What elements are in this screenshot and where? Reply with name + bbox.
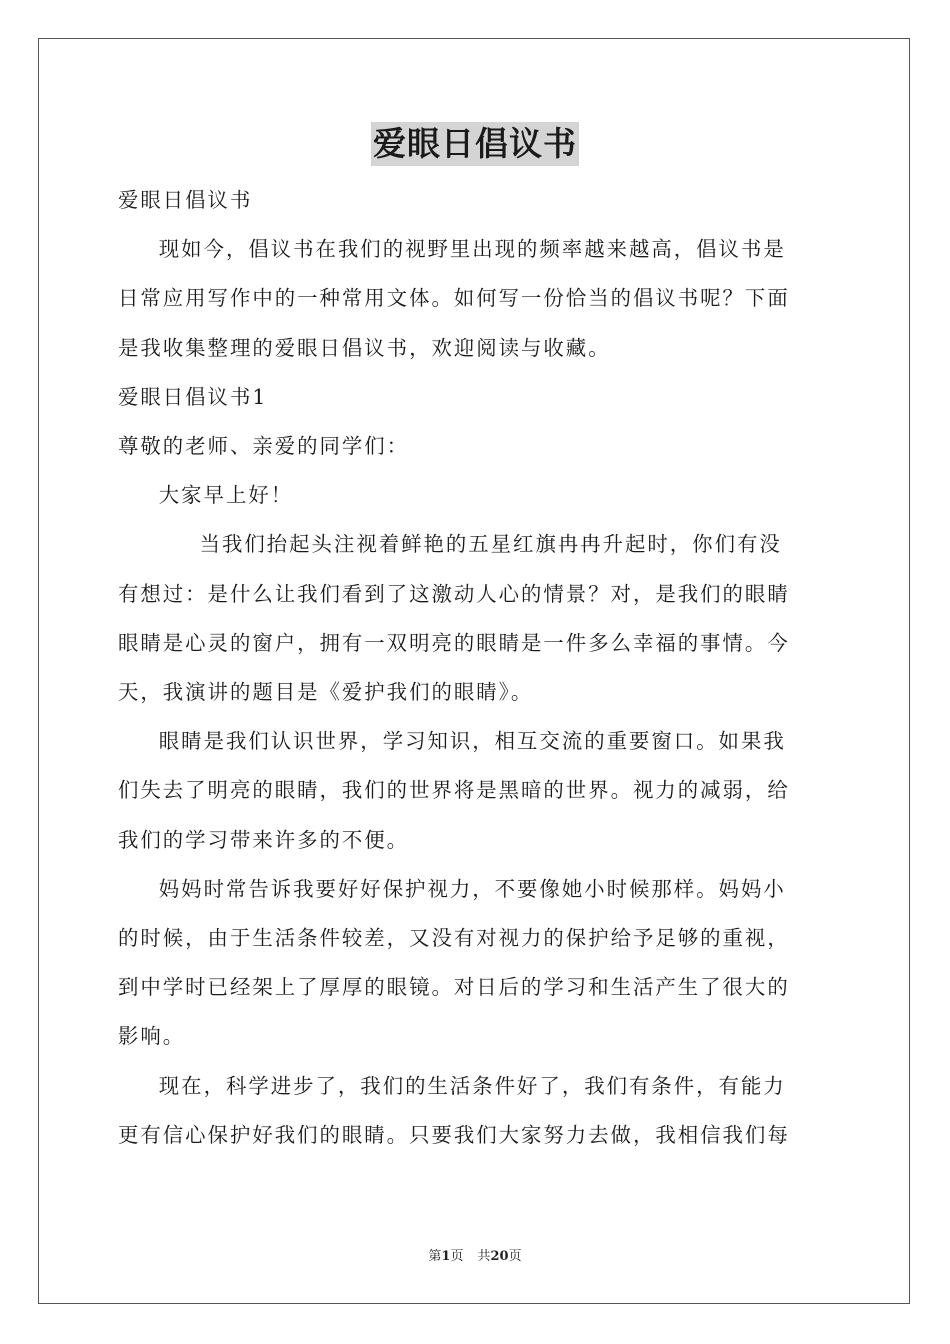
total-prefix: 共 [477,1249,491,1264]
page-prefix: 第 [428,1249,442,1264]
paragraph-2 [118,717,834,766]
paragraph-line: 眼睛是我们认识世界，学习知识，相互交流的重要窗口。如果我 [158,729,786,754]
paragraph-1-cont [118,570,834,718]
intro-paragraph [118,225,834,274]
intro-paragraph-cont [118,274,834,372]
page-footer [0,1247,950,1267]
paragraph-line: 更有信心保护好我们的眼睛。只要我们大家努力去做，我相信我们每 [118,1122,790,1147]
salutation: 尊敬的老师、亲爱的同学们： [118,434,410,459]
subtitle: 爱眼日倡议书 [118,188,253,212]
paragraph-3-cont [118,914,834,1062]
intro-line: 是我收集整理的爱眼日倡议书，欢迎阅读与收藏。 [118,335,611,360]
paragraph-line: 有想过：是什么让我们看到了这激动人心的情景？对，是我们的眼睛 [118,581,790,606]
section-heading: 爱眼日倡议书1 [118,384,268,409]
paragraph-line: 我们的学习带来许多的不便。 [118,827,410,852]
greeting: 大家早上好！ [158,483,294,508]
paragraph-line: 影响。 [118,1024,186,1049]
paragraph-line: 到中学时已经架上了厚厚的眼镜。对日后的学习和生活产生了很大的 [118,975,790,1000]
document-body [118,176,834,1160]
total-pages: 20 [490,1249,509,1264]
total-suffix: 页 [508,1249,522,1264]
paragraph-line: 的时候，由于生活条件较差，又没有对视力的保护给予足够的重视， [118,926,790,951]
paragraph-4-cont [118,1111,834,1160]
page-suffix: 页 [450,1249,464,1264]
paragraph-line: 天，我演讲的题目是《爱护我们的眼睛》。 [118,680,534,705]
paragraph-4 [118,1062,834,1111]
intro-line: 日常应用写作中的一种常用文体。如何写一份恰当的倡议书呢？下面 [118,286,790,311]
paragraph-line: 们失去了明亮的眼睛，我们的世界将是黑暗的世界。视力的减弱，给 [118,778,790,803]
paragraph-line: 当我们抬起头注视着鲜艳的五星红旗冉冉升起时，你们有没 [199,532,782,557]
paragraph-3 [118,865,834,914]
title-container [0,122,950,166]
paragraph-line: 眼睛是心灵的窗户，拥有一双明亮的眼睛是一件多么幸福的事情。今 [118,630,790,655]
paragraph-1 [118,520,834,569]
paragraph-line: 妈妈时常告诉我要好好保护视力，不要像她小时候那样。妈妈小 [158,876,786,901]
paragraph-line: 现在，科学进步了，我们的生活条件好了，我们有条件，有能力 [158,1073,786,1098]
page-number: 1 [441,1249,451,1264]
paragraph-2-cont [118,766,834,864]
document-title: 爱眼日倡议书 [371,122,579,166]
intro-line: 现如今，倡议书在我们的视野里出现的频率越来越高，倡议书是 [158,237,786,262]
